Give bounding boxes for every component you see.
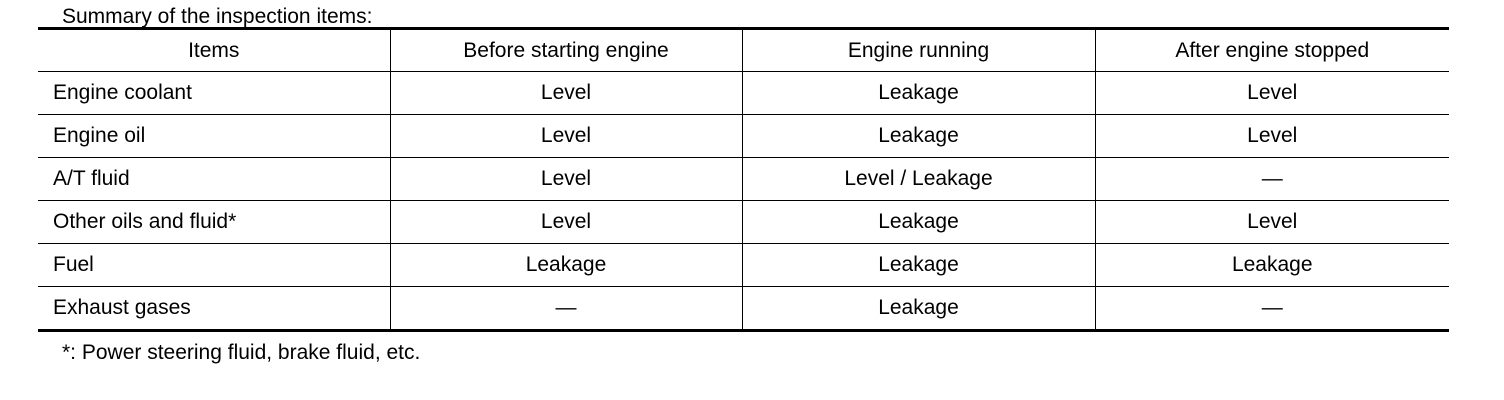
table-row: [38, 72, 1449, 115]
table-cell: Leakage: [742, 115, 1095, 158]
table-caption: Summary of the inspection items:: [62, 5, 373, 28]
table-cell: Level: [1095, 72, 1449, 115]
table-cell: Leakage: [742, 244, 1095, 287]
column-header-items: Items: [38, 29, 390, 72]
table-cell: Level: [1095, 115, 1449, 158]
column-header-before-starting-engine: Before starting engine: [390, 29, 742, 72]
item-name-cell: Engine oil: [38, 115, 390, 158]
item-name-cell: Engine coolant: [38, 72, 390, 115]
table-cell: —: [390, 287, 742, 331]
table-row: [38, 287, 1449, 331]
table-cell: Leakage: [390, 244, 742, 287]
column-header-after-engine-stopped: After engine stopped: [1095, 29, 1449, 72]
column-header-engine-running: Engine running: [742, 29, 1095, 72]
table-cell: Level: [1095, 201, 1449, 244]
table-header-row: [38, 29, 1449, 72]
item-name-cell: Other oils and fluid*: [38, 201, 390, 244]
table-cell: Leakage: [742, 287, 1095, 331]
table-cell: Leakage: [742, 72, 1095, 115]
table-row: [38, 158, 1449, 201]
item-name-cell: A/T fluid: [38, 158, 390, 201]
table-row: [38, 244, 1449, 287]
table-cell: —: [1095, 287, 1449, 331]
table-cell: —: [1095, 158, 1449, 201]
table-cell: Level: [390, 201, 742, 244]
table-cell: Level: [390, 72, 742, 115]
table-cell: Leakage: [742, 201, 1095, 244]
table-cell: Leakage: [1095, 244, 1449, 287]
table-row: [38, 115, 1449, 158]
table-cell: Level: [390, 115, 742, 158]
item-name-cell: Exhaust gases: [38, 287, 390, 331]
table-footnote: *: Power steering fluid, brake fluid, etc.: [62, 341, 421, 364]
table-row: [38, 201, 1449, 244]
table-cell: Level: [390, 158, 742, 201]
table-cell: Level / Leakage: [742, 158, 1095, 201]
item-name-cell: Fuel: [38, 244, 390, 287]
inspection-summary-table: [38, 27, 1449, 332]
